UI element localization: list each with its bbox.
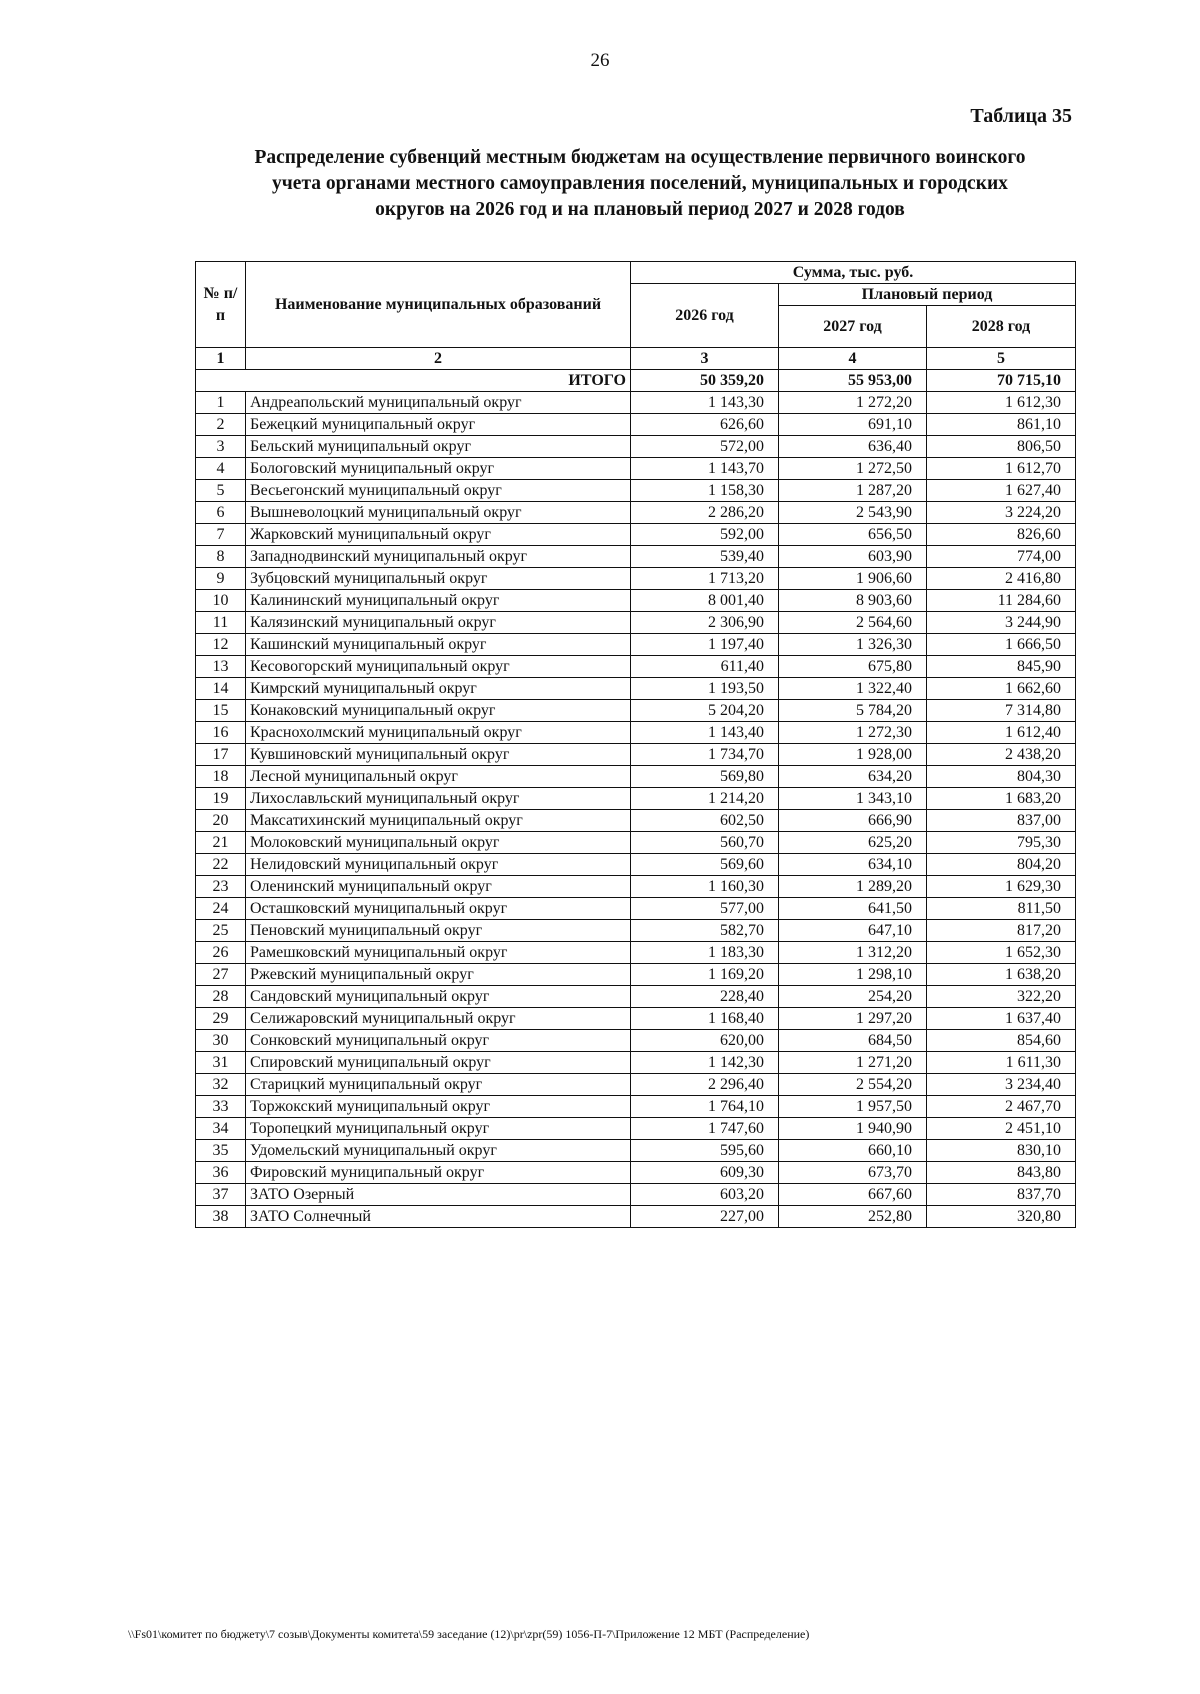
value-2027: 1 322,40 bbox=[779, 678, 927, 700]
row-number: 8 bbox=[196, 546, 246, 568]
title-line: округов на 2026 год и на плановый период 2027 и 2028 годов bbox=[375, 199, 905, 220]
value-2026: 603,20 bbox=[631, 1184, 779, 1206]
value-2026: 626,60 bbox=[631, 414, 779, 436]
value-2027: 1 297,20 bbox=[779, 1008, 927, 1030]
value-2028: 3 224,20 bbox=[927, 502, 1076, 524]
total-2026: 50 359,20 bbox=[631, 370, 779, 392]
municipality-name: ЗАТО Солнечный bbox=[246, 1206, 631, 1228]
municipality-name: Зубцовский муниципальный округ bbox=[246, 568, 631, 590]
value-2026: 1 764,10 bbox=[631, 1096, 779, 1118]
value-2026: 620,00 bbox=[631, 1030, 779, 1052]
value-2028: 811,50 bbox=[927, 898, 1076, 920]
header-num: № п/п bbox=[196, 262, 246, 348]
value-2028: 3 234,40 bbox=[927, 1074, 1076, 1096]
municipality-name: Конаковский муниципальный округ bbox=[246, 700, 631, 722]
table-row bbox=[196, 810, 1076, 832]
value-2026: 539,40 bbox=[631, 546, 779, 568]
value-2027: 1 312,20 bbox=[779, 942, 927, 964]
value-2026: 609,30 bbox=[631, 1162, 779, 1184]
value-2026: 569,60 bbox=[631, 854, 779, 876]
total-label: ИТОГО bbox=[196, 370, 631, 392]
municipality-name: Лесной муниципальный округ bbox=[246, 766, 631, 788]
row-number: 7 bbox=[196, 524, 246, 546]
table-row bbox=[196, 766, 1076, 788]
value-2026: 577,00 bbox=[631, 898, 779, 920]
value-2028: 2 451,10 bbox=[927, 1118, 1076, 1140]
municipality-name: Западнодвинский муниципальный округ bbox=[246, 546, 631, 568]
municipality-name: Кашинский муниципальный округ bbox=[246, 634, 631, 656]
row-number: 15 bbox=[196, 700, 246, 722]
value-2028: 1 638,20 bbox=[927, 964, 1076, 986]
table-row bbox=[196, 722, 1076, 744]
table-row bbox=[196, 1206, 1076, 1228]
table-row bbox=[196, 524, 1076, 546]
row-number: 12 bbox=[196, 634, 246, 656]
table-body bbox=[196, 348, 1076, 1228]
value-2026: 1 169,20 bbox=[631, 964, 779, 986]
value-2026: 2 296,40 bbox=[631, 1074, 779, 1096]
value-2027: 2 543,90 bbox=[779, 502, 927, 524]
value-2028: 795,30 bbox=[927, 832, 1076, 854]
col-number: 4 bbox=[779, 348, 927, 370]
value-2028: 830,10 bbox=[927, 1140, 1076, 1162]
row-number: 6 bbox=[196, 502, 246, 524]
value-2028: 1 662,60 bbox=[927, 678, 1076, 700]
table-row bbox=[196, 788, 1076, 810]
value-2028: 804,20 bbox=[927, 854, 1076, 876]
value-2027: 5 784,20 bbox=[779, 700, 927, 722]
row-number: 18 bbox=[196, 766, 246, 788]
table-row bbox=[196, 1074, 1076, 1096]
table-row bbox=[196, 634, 1076, 656]
value-2028: 1 612,40 bbox=[927, 722, 1076, 744]
row-number: 13 bbox=[196, 656, 246, 678]
value-2026: 1 160,30 bbox=[631, 876, 779, 898]
header-2026: 2026 год bbox=[631, 284, 779, 348]
municipality-name: Краснохолмский муниципальный округ bbox=[246, 722, 631, 744]
value-2028: 1 612,70 bbox=[927, 458, 1076, 480]
municipality-name: Сонковский муниципальный округ bbox=[246, 1030, 631, 1052]
municipality-name: Жарковский муниципальный округ bbox=[246, 524, 631, 546]
row-number: 1 bbox=[196, 392, 246, 414]
value-2026: 1 183,30 bbox=[631, 942, 779, 964]
value-2026: 1 143,70 bbox=[631, 458, 779, 480]
value-2028: 837,00 bbox=[927, 810, 1076, 832]
municipality-name: Молоковский муниципальный округ bbox=[246, 832, 631, 854]
value-2026: 569,80 bbox=[631, 766, 779, 788]
value-2026: 1 747,60 bbox=[631, 1118, 779, 1140]
value-2026: 1 142,30 bbox=[631, 1052, 779, 1074]
row-number: 21 bbox=[196, 832, 246, 854]
table-label: Таблица 35 bbox=[970, 105, 1072, 127]
value-2028: 2 438,20 bbox=[927, 744, 1076, 766]
value-2028: 1 611,30 bbox=[927, 1052, 1076, 1074]
value-2026: 560,70 bbox=[631, 832, 779, 854]
row-number: 38 bbox=[196, 1206, 246, 1228]
header-2027: 2027 год bbox=[779, 306, 927, 348]
value-2027: 666,90 bbox=[779, 810, 927, 832]
value-2026: 1 193,50 bbox=[631, 678, 779, 700]
value-2027: 2 564,60 bbox=[779, 612, 927, 634]
row-number: 25 bbox=[196, 920, 246, 942]
municipality-name: Калининский муниципальный округ bbox=[246, 590, 631, 612]
municipality-name: Осташковский муниципальный округ bbox=[246, 898, 631, 920]
row-number: 3 bbox=[196, 436, 246, 458]
municipality-name: Кувшиновский муниципальный округ bbox=[246, 744, 631, 766]
municipality-name: Бельский муниципальный округ bbox=[246, 436, 631, 458]
value-2026: 1 214,20 bbox=[631, 788, 779, 810]
table-row bbox=[196, 502, 1076, 524]
total-row bbox=[196, 370, 1076, 392]
value-2027: 636,40 bbox=[779, 436, 927, 458]
value-2027: 1 289,20 bbox=[779, 876, 927, 898]
column-numbers-row bbox=[196, 348, 1076, 370]
header-2028: 2028 год bbox=[927, 306, 1076, 348]
value-2027: 1 271,20 bbox=[779, 1052, 927, 1074]
row-number: 20 bbox=[196, 810, 246, 832]
table-row bbox=[196, 414, 1076, 436]
table-row bbox=[196, 942, 1076, 964]
row-number: 24 bbox=[196, 898, 246, 920]
value-2027: 647,10 bbox=[779, 920, 927, 942]
document-title bbox=[200, 145, 1080, 223]
footer-file-path: \\Fs01\комитет по бюджету\7 созыв\Документы комитета\59 заседание (12)\pr\zpr(59) 1056-П-7\Приложение 12 МБТ (Распределение) bbox=[128, 1627, 810, 1641]
row-number: 31 bbox=[196, 1052, 246, 1074]
col-number: 3 bbox=[631, 348, 779, 370]
row-number: 33 bbox=[196, 1096, 246, 1118]
table-row bbox=[196, 876, 1076, 898]
value-2028: 817,20 bbox=[927, 920, 1076, 942]
municipality-name: Ржевский муниципальный округ bbox=[246, 964, 631, 986]
row-number: 36 bbox=[196, 1162, 246, 1184]
table-row bbox=[196, 700, 1076, 722]
header-sum: Сумма, тыс. руб. bbox=[631, 262, 1076, 284]
municipality-name: Весьегонский муниципальный округ bbox=[246, 480, 631, 502]
table-row bbox=[196, 1030, 1076, 1052]
value-2027: 1 928,00 bbox=[779, 744, 927, 766]
table-row bbox=[196, 1162, 1076, 1184]
value-2027: 1 272,50 bbox=[779, 458, 927, 480]
row-number: 32 bbox=[196, 1074, 246, 1096]
table-row bbox=[196, 546, 1076, 568]
value-2028: 1 683,20 bbox=[927, 788, 1076, 810]
value-2028: 11 284,60 bbox=[927, 590, 1076, 612]
table-row bbox=[196, 898, 1076, 920]
value-2026: 227,00 bbox=[631, 1206, 779, 1228]
row-number: 17 bbox=[196, 744, 246, 766]
table-row bbox=[196, 1140, 1076, 1162]
value-2027: 656,50 bbox=[779, 524, 927, 546]
row-number: 11 bbox=[196, 612, 246, 634]
header-planned-period: Плановый период bbox=[779, 284, 1076, 306]
value-2027: 1 343,10 bbox=[779, 788, 927, 810]
row-number: 2 bbox=[196, 414, 246, 436]
value-2028: 861,10 bbox=[927, 414, 1076, 436]
subvention-table bbox=[195, 261, 1076, 1228]
value-2027: 634,20 bbox=[779, 766, 927, 788]
value-2027: 691,10 bbox=[779, 414, 927, 436]
row-number: 22 bbox=[196, 854, 246, 876]
value-2026: 228,40 bbox=[631, 986, 779, 1008]
value-2028: 804,30 bbox=[927, 766, 1076, 788]
value-2027: 673,70 bbox=[779, 1162, 927, 1184]
value-2026: 602,50 bbox=[631, 810, 779, 832]
table-row bbox=[196, 590, 1076, 612]
value-2027: 1 272,30 bbox=[779, 722, 927, 744]
value-2026: 1 168,40 bbox=[631, 1008, 779, 1030]
municipality-name: Максатихинский муниципальный округ bbox=[246, 810, 631, 832]
value-2028: 1 637,40 bbox=[927, 1008, 1076, 1030]
value-2026: 1 734,70 bbox=[631, 744, 779, 766]
row-number: 5 bbox=[196, 480, 246, 502]
value-2028: 7 314,80 bbox=[927, 700, 1076, 722]
row-number: 27 bbox=[196, 964, 246, 986]
value-2028: 1 612,30 bbox=[927, 392, 1076, 414]
table-row bbox=[196, 1184, 1076, 1206]
municipality-name: Удомельский муниципальный округ bbox=[246, 1140, 631, 1162]
municipality-name: Калязинский муниципальный округ bbox=[246, 612, 631, 634]
value-2028: 826,60 bbox=[927, 524, 1076, 546]
row-number: 37 bbox=[196, 1184, 246, 1206]
table-row bbox=[196, 678, 1076, 700]
total-2028: 70 715,10 bbox=[927, 370, 1076, 392]
table-row bbox=[196, 1118, 1076, 1140]
col-number: 5 bbox=[927, 348, 1076, 370]
value-2027: 1 957,50 bbox=[779, 1096, 927, 1118]
table-row bbox=[196, 612, 1076, 634]
municipality-name: Торопецкий муниципальный округ bbox=[246, 1118, 631, 1140]
value-2026: 582,70 bbox=[631, 920, 779, 942]
value-2026: 1 158,30 bbox=[631, 480, 779, 502]
value-2028: 806,50 bbox=[927, 436, 1076, 458]
row-number: 4 bbox=[196, 458, 246, 480]
value-2026: 595,60 bbox=[631, 1140, 779, 1162]
value-2028: 854,60 bbox=[927, 1030, 1076, 1052]
value-2027: 634,10 bbox=[779, 854, 927, 876]
table-row bbox=[196, 1052, 1076, 1074]
value-2027: 2 554,20 bbox=[779, 1074, 927, 1096]
value-2027: 641,50 bbox=[779, 898, 927, 920]
municipality-name: Торжокский муниципальный округ bbox=[246, 1096, 631, 1118]
value-2027: 1 272,20 bbox=[779, 392, 927, 414]
col-number: 2 bbox=[246, 348, 631, 370]
header-name: Наименование муниципальных образований bbox=[246, 262, 631, 348]
page-number: 26 bbox=[590, 50, 610, 71]
table-row bbox=[196, 568, 1076, 590]
value-2028: 1 629,30 bbox=[927, 876, 1076, 898]
value-2028: 322,20 bbox=[927, 986, 1076, 1008]
value-2028: 3 244,90 bbox=[927, 612, 1076, 634]
row-number: 34 bbox=[196, 1118, 246, 1140]
municipality-name: Андреапольский муниципальный округ bbox=[246, 392, 631, 414]
row-number: 10 bbox=[196, 590, 246, 612]
value-2026: 2 286,20 bbox=[631, 502, 779, 524]
municipality-name: Лихославльский муниципальный округ bbox=[246, 788, 631, 810]
value-2027: 1 940,90 bbox=[779, 1118, 927, 1140]
row-number: 26 bbox=[196, 942, 246, 964]
municipality-name: Фировский муниципальный округ bbox=[246, 1162, 631, 1184]
table-row bbox=[196, 920, 1076, 942]
value-2027: 254,20 bbox=[779, 986, 927, 1008]
value-2028: 774,00 bbox=[927, 546, 1076, 568]
value-2027: 603,90 bbox=[779, 546, 927, 568]
table-row bbox=[196, 832, 1076, 854]
value-2028: 320,80 bbox=[927, 1206, 1076, 1228]
table-row bbox=[196, 1008, 1076, 1030]
value-2026: 8 001,40 bbox=[631, 590, 779, 612]
row-number: 19 bbox=[196, 788, 246, 810]
row-number: 28 bbox=[196, 986, 246, 1008]
municipality-name: Вышневолоцкий муниципальный округ bbox=[246, 502, 631, 524]
value-2027: 660,10 bbox=[779, 1140, 927, 1162]
municipality-name: Спировский муниципальный округ bbox=[246, 1052, 631, 1074]
value-2028: 1 652,30 bbox=[927, 942, 1076, 964]
value-2026: 1 143,30 bbox=[631, 392, 779, 414]
municipality-name: Нелидовский муниципальный округ bbox=[246, 854, 631, 876]
table-row bbox=[196, 964, 1076, 986]
col-number: 1 bbox=[196, 348, 246, 370]
value-2027: 1 326,30 bbox=[779, 634, 927, 656]
value-2026: 1 197,40 bbox=[631, 634, 779, 656]
value-2026: 611,40 bbox=[631, 656, 779, 678]
value-2026: 2 306,90 bbox=[631, 612, 779, 634]
title-line: Распределение субвенций местным бюджетам на осуществление первичного воинского bbox=[254, 147, 1026, 168]
municipality-name: Кесовогорский муниципальный округ bbox=[246, 656, 631, 678]
municipality-name: Рамешковский муниципальный округ bbox=[246, 942, 631, 964]
value-2026: 1 143,40 bbox=[631, 722, 779, 744]
municipality-name: Сандовский муниципальный округ bbox=[246, 986, 631, 1008]
municipality-name: Кимрский муниципальный округ bbox=[246, 678, 631, 700]
value-2028: 1 666,50 bbox=[927, 634, 1076, 656]
value-2027: 667,60 bbox=[779, 1184, 927, 1206]
value-2028: 2 467,70 bbox=[927, 1096, 1076, 1118]
municipality-name: Бежецкий муниципальный округ bbox=[246, 414, 631, 436]
value-2027: 675,80 bbox=[779, 656, 927, 678]
table-row bbox=[196, 744, 1076, 766]
value-2027: 625,20 bbox=[779, 832, 927, 854]
municipality-name: Пеновский муниципальный округ bbox=[246, 920, 631, 942]
table-row bbox=[196, 480, 1076, 502]
row-number: 35 bbox=[196, 1140, 246, 1162]
table-row bbox=[196, 656, 1076, 678]
value-2026: 5 204,20 bbox=[631, 700, 779, 722]
row-number: 30 bbox=[196, 1030, 246, 1052]
value-2027: 1 287,20 bbox=[779, 480, 927, 502]
municipality-name: Бологовский муниципальный округ bbox=[246, 458, 631, 480]
table-row bbox=[196, 1096, 1076, 1118]
row-number: 23 bbox=[196, 876, 246, 898]
row-number: 16 bbox=[196, 722, 246, 744]
total-2027: 55 953,00 bbox=[779, 370, 927, 392]
value-2028: 845,90 bbox=[927, 656, 1076, 678]
municipality-name: Старицкий муниципальный округ bbox=[246, 1074, 631, 1096]
value-2027: 8 903,60 bbox=[779, 590, 927, 612]
value-2027: 684,50 bbox=[779, 1030, 927, 1052]
value-2028: 2 416,80 bbox=[927, 568, 1076, 590]
table-row bbox=[196, 458, 1076, 480]
value-2027: 1 298,10 bbox=[779, 964, 927, 986]
value-2028: 1 627,40 bbox=[927, 480, 1076, 502]
row-number: 14 bbox=[196, 678, 246, 700]
value-2026: 592,00 bbox=[631, 524, 779, 546]
value-2027: 1 906,60 bbox=[779, 568, 927, 590]
value-2028: 843,80 bbox=[927, 1162, 1076, 1184]
value-2026: 1 713,20 bbox=[631, 568, 779, 590]
table-row bbox=[196, 986, 1076, 1008]
municipality-name: Селижаровский муниципальный округ bbox=[246, 1008, 631, 1030]
value-2027: 252,80 bbox=[779, 1206, 927, 1228]
table-row bbox=[196, 854, 1076, 876]
municipality-name: ЗАТО Озерный bbox=[246, 1184, 631, 1206]
title-line: учета органами местного самоуправления поселений, муниципальных и городских bbox=[272, 173, 1008, 194]
value-2026: 572,00 bbox=[631, 436, 779, 458]
row-number: 9 bbox=[196, 568, 246, 590]
table-row bbox=[196, 392, 1076, 414]
row-number: 29 bbox=[196, 1008, 246, 1030]
table-row bbox=[196, 436, 1076, 458]
value-2028: 837,70 bbox=[927, 1184, 1076, 1206]
municipality-name: Оленинский муниципальный округ bbox=[246, 876, 631, 898]
